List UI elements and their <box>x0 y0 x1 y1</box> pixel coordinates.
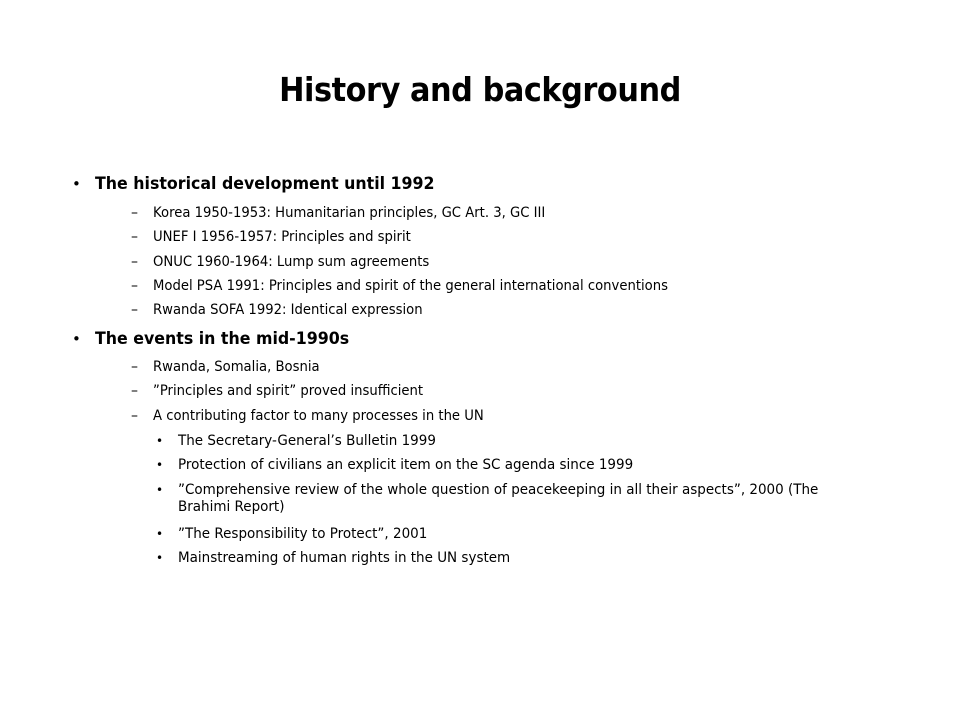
dash-marker: – <box>131 408 138 424</box>
dash-marker: – <box>131 278 138 294</box>
bullet-marker: • <box>156 483 164 497</box>
section-heading: The events in the mid-1990s <box>95 329 350 349</box>
list-subitem: Protection of civilians an explicit item on the SC agenda since 1999 <box>178 457 634 473</box>
dash-marker: – <box>131 229 138 245</box>
dash-marker: – <box>131 383 138 399</box>
list-subitem-continuation: Brahimi Report) <box>178 499 285 515</box>
dash-marker: – <box>131 302 138 318</box>
list-subitem: ”Comprehensive review of the whole question of peacekeeping in all their aspects”, 2000 (The <box>178 482 819 498</box>
bullet-marker: • <box>72 175 81 193</box>
list-subitem: Mainstreaming of human rights in the UN system <box>178 550 511 566</box>
list-item: Korea 1950-1953: Humanitarian principles, GC Art. 3, GC III <box>153 205 546 221</box>
list-item: Rwanda, Somalia, Bosnia <box>153 359 320 375</box>
list-item: UNEF I 1956-1957: Principles and spirit <box>153 229 411 245</box>
dash-marker: – <box>131 359 138 375</box>
list-item: A contributing factor to many processes in the UN <box>153 408 484 424</box>
bullet-marker: • <box>72 330 81 348</box>
list-item: Rwanda SOFA 1992: Identical expression <box>153 302 423 318</box>
list-item: ONUC 1960-1964: Lump sum agreements <box>153 254 430 270</box>
section-heading: The historical development until 1992 <box>95 174 435 194</box>
list-subitem: ”The Responsibility to Protect”, 2001 <box>178 526 428 542</box>
bullet-marker: • <box>156 527 164 541</box>
bullet-marker: • <box>156 458 164 472</box>
dash-marker: – <box>131 254 138 270</box>
list-item: ”Principles and spirit” proved insufficient <box>153 383 424 399</box>
dash-marker: – <box>131 205 138 221</box>
bullet-marker: • <box>156 551 164 565</box>
bullet-marker: • <box>156 434 164 448</box>
list-item: Model PSA 1991: Principles and spirit of the general international conventions <box>153 278 668 294</box>
list-subitem: The Secretary-General’s Bulletin 1999 <box>178 433 436 449</box>
slide-title: History and background <box>279 70 681 109</box>
